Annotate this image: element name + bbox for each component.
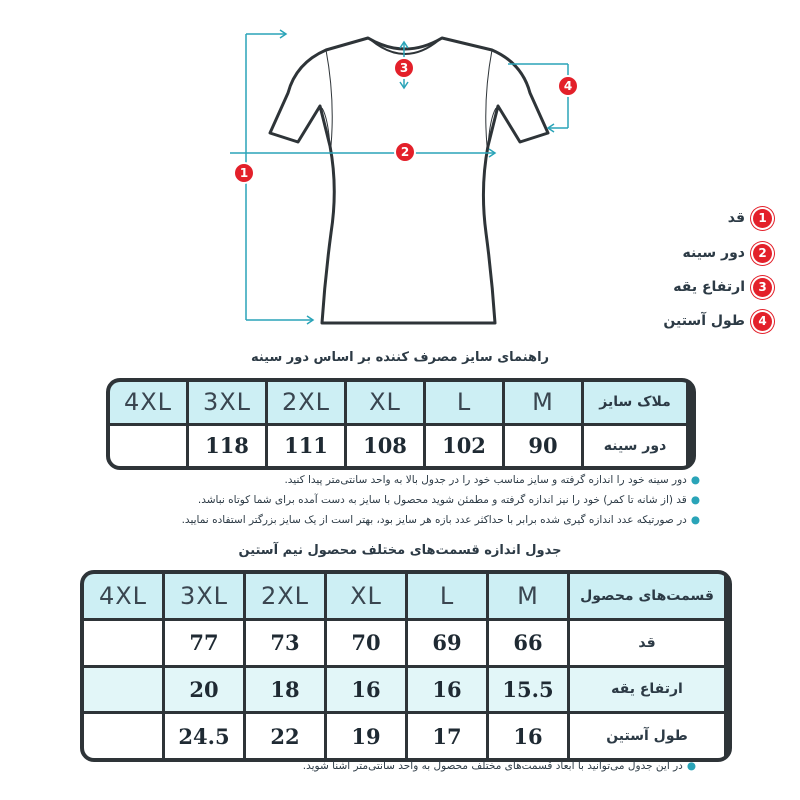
legend-number: 1: [753, 209, 772, 228]
length-value-4xl: [84, 621, 162, 665]
note-text: در صورتیکه عدد اندازه گیری شده برابر با حداکثر عدد بازه هر سایز بود، بهتر است از یک سایز بزرگتر استفاده نمایید.: [181, 514, 687, 526]
collar-value-l: 16: [408, 668, 486, 712]
size-header-xl: XL: [327, 574, 405, 618]
note-item: [198, 494, 700, 506]
legend-item-height: [512, 206, 772, 230]
sleeve-value-2xl: 22: [246, 714, 324, 758]
table2-header-label: قسمت‌های محصول: [570, 574, 724, 618]
size-header-4xl: 4XL: [110, 382, 186, 423]
sleeve-value-xl: 19: [327, 714, 405, 758]
note-text: در این جدول می‌توانید با ابعاد قسمت‌های مختلف محصول به واحد سانتی‌متر آشنا شوید.: [302, 760, 683, 772]
length-value-l: 69: [408, 621, 486, 665]
collar-row-label: ارتفاع یقه: [570, 668, 724, 712]
collar-value-3xl: 20: [165, 668, 243, 712]
legend-item-sleeve: [512, 309, 772, 333]
size-header-l: L: [426, 382, 502, 423]
sleeve-value-3xl: 24.5: [165, 714, 243, 758]
bullet-icon: ●: [690, 514, 700, 526]
size-header-xl: XL: [347, 382, 423, 423]
bullet-icon: ●: [690, 494, 700, 506]
collar-value-4xl: [84, 668, 162, 712]
legend-label: قد: [727, 210, 745, 226]
legend-number: 3: [753, 278, 772, 297]
chest-value-3xl: 118: [189, 426, 265, 467]
marker-3: [394, 58, 414, 78]
legend-label: طول آستین: [663, 313, 745, 329]
note-item: [182, 514, 700, 526]
bullet-icon: ●: [686, 760, 696, 772]
legend-number: 2: [753, 244, 772, 263]
chest-value-2xl: 111: [268, 426, 344, 467]
collar-value-xl: 16: [327, 668, 405, 712]
chest-value-l: 102: [426, 426, 502, 467]
marker-4: [558, 76, 578, 96]
length-value-2xl: 73: [246, 621, 324, 665]
legend-item-collar: [512, 275, 772, 299]
size-header-3xl: 3XL: [165, 574, 243, 618]
sleeve-row-label: طول آستین: [570, 714, 724, 758]
collar-value-2xl: 18: [246, 668, 324, 712]
size-header-3xl: 3XL: [189, 382, 265, 423]
table2-title: جدول اندازه قسمت‌های مختلف محصول نیم آستین: [238, 543, 562, 558]
legend-label: ارتفاع یقه: [673, 279, 745, 295]
sleeve-value-l: 17: [408, 714, 486, 758]
table1-title: راهنمای سایز مصرف کننده بر اساس دور سینه: [250, 350, 550, 365]
chest-value-m: 90: [505, 426, 581, 467]
svg-text:1: 1: [239, 166, 249, 180]
size-header-4xl: 4XL: [84, 574, 162, 618]
collar-value-m: 15.5: [489, 668, 567, 712]
chest-value-xl: 108: [347, 426, 423, 467]
size-header-m: M: [505, 382, 581, 423]
length-value-3xl: 77: [165, 621, 243, 665]
size-header-l: L: [408, 574, 486, 618]
length-value-xl: 70: [327, 621, 405, 665]
length-row-label: قد: [570, 621, 724, 665]
note-item: [303, 760, 696, 772]
tshirt-outline: [270, 38, 548, 323]
legend-number: 4: [753, 312, 772, 331]
size-header-2xl: 2XL: [268, 382, 344, 423]
sleeve-value-m: 16: [489, 714, 567, 758]
sleeve-value-4xl: [84, 714, 162, 758]
note-text: قد (از شانه تا کمر) خود را نیز اندازه گرفته و مطمئن شوید محصول با سایز به دست آمده برای شما کوتاه نباشد.: [197, 494, 687, 506]
svg-text:2: 2: [400, 145, 410, 159]
size-header-m: M: [489, 574, 567, 618]
bullet-icon: ●: [690, 474, 700, 486]
length-value-m: 66: [489, 621, 567, 665]
svg-text:4: 4: [563, 79, 573, 93]
table1-header-label: ملاک سایز: [584, 382, 686, 423]
product-measurement-table: [80, 570, 732, 762]
size-guide-table: [106, 378, 696, 470]
marker-1: [234, 163, 254, 183]
marker-2: [395, 142, 415, 162]
size-header-2xl: 2XL: [246, 574, 324, 618]
chest-value-4xl: [110, 426, 186, 467]
note-item: [284, 474, 700, 486]
legend-label: دور سینه: [682, 245, 745, 261]
chest-row-label: دور سینه: [584, 426, 686, 467]
legend-item-chest: [512, 241, 772, 265]
svg-text:3: 3: [399, 61, 409, 75]
note-text: دور سینه خود را اندازه گرفته و سایز مناسب خود را در جدول بالا به واحد سانتی‌متر پیدا کنید.: [284, 474, 687, 486]
